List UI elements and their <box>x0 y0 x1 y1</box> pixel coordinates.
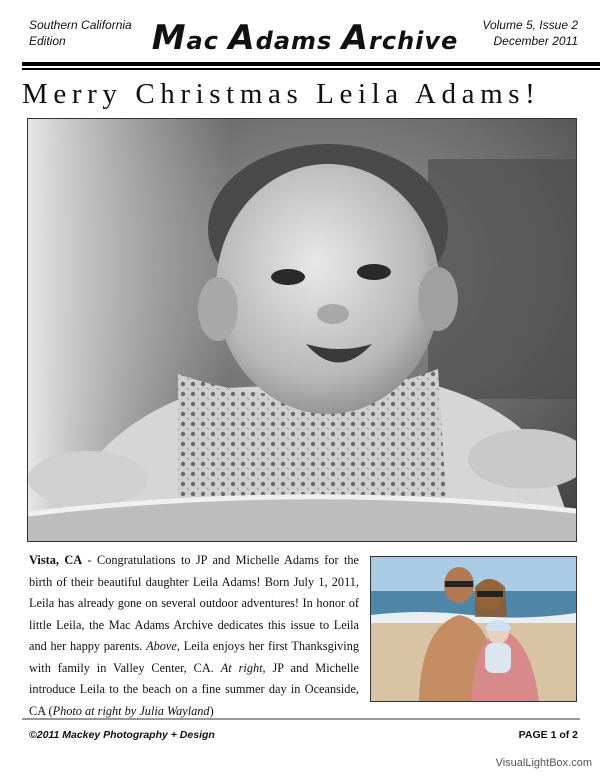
masthead-rchive: rchive <box>369 27 459 55</box>
masthead-a: A <box>228 18 256 58</box>
masthead-dams: dams <box>255 27 342 55</box>
masthead-ac: ac <box>186 27 229 55</box>
article-at-right: At right <box>220 660 263 675</box>
issue-date: December 2011 <box>493 34 578 48</box>
volume-issue: Volume 5, Issue 2 <box>482 18 578 32</box>
article-intro: - Congratulations to JP and Michelle Adams for the birth of their beautiful daughter Leila Adams! Born July 1, 2011, Leila has already gone on several outdoor adventures! In honor of little Leila, the Mac Adams Archive dedicates this issue to Leila and her happy parents. <box>29 553 360 653</box>
side-photo <box>370 556 577 702</box>
header-rule-thin <box>22 68 600 70</box>
article-mid: , Leila enjoys her first Thanksgiving with family in Valley Center, CA. <box>29 639 359 675</box>
issue-info <box>482 17 578 49</box>
watermark: VisualLightBox.com <box>495 757 592 769</box>
main-photo <box>27 118 577 542</box>
article-body <box>29 550 359 722</box>
article-above: Above <box>146 639 177 653</box>
masthead-m: M <box>151 18 187 58</box>
article-dateline: Vista, CA <box>29 553 83 567</box>
footer-rule <box>22 718 580 720</box>
edition-line-2: Edition <box>29 34 66 48</box>
masthead-title <box>150 18 460 58</box>
header-rule-thick <box>22 62 600 66</box>
article-end: , JP and Michelle introduce Leila to the beach on a fine summer day in Oceanside, CA ( <box>29 660 359 718</box>
copyright: ©2011 Mackey Photography + Design <box>29 729 215 741</box>
edition-line-1: Southern California <box>29 18 132 32</box>
headline: Merry Christmas Leila Adams! <box>22 78 541 110</box>
page-number: PAGE 1 of 2 <box>518 729 578 741</box>
edition-label <box>29 17 132 49</box>
article-close: ) <box>209 703 214 718</box>
photo-credit: Photo at right by Julia Wayland <box>52 703 210 718</box>
masthead-a2: A <box>341 18 369 58</box>
